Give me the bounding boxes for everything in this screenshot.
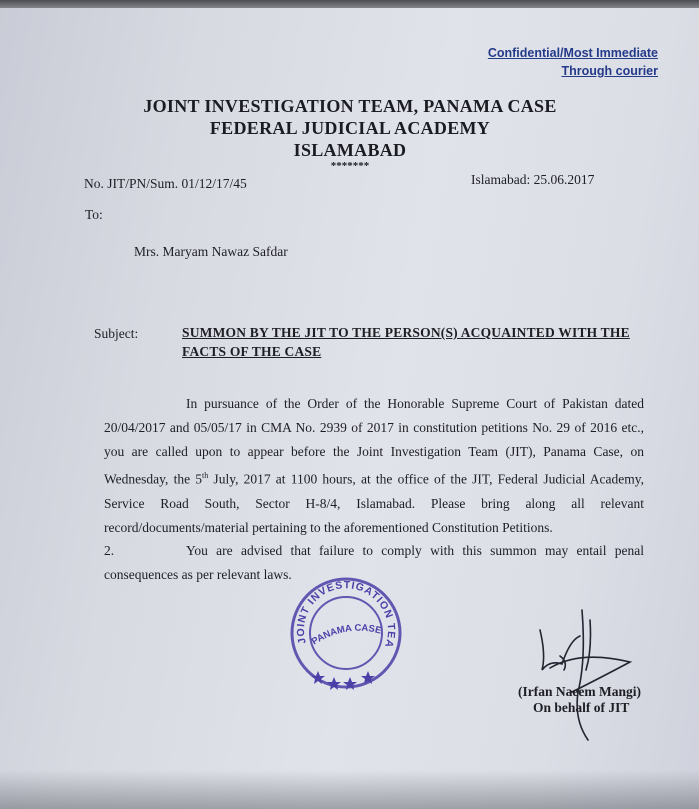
stamp-outer-text: JOINT INVESTIGATION TEA bbox=[294, 579, 398, 650]
paragraph-1-text: In pursuance of the Order of the Honorable Supreme Court of Pakistan dated 20/04/2017 and 05/05/17 in CMA No. 2939 of 2017 in constitution petitions No. 29 of 2016 etc., you are called upon to appear before the Joint Investigation Team (JIT), Panama Case, on Wednesday, the 5 bbox=[104, 396, 644, 487]
courier-line: Through courier bbox=[561, 64, 658, 78]
subject-text: SUMMON BY THE JIT TO THE PERSON(S) ACQUAINTED WITH THE FACTS OF THE CASE bbox=[182, 325, 630, 359]
reference-number: No. JIT/PN/Sum. 01/12/17/45 bbox=[84, 176, 247, 191]
confidential-line: Confidential/Most Immediate bbox=[487, 46, 658, 60]
confidential-note bbox=[470, 44, 658, 80]
recipient-name: Mrs. Maryam Nawaz Safdar bbox=[134, 244, 288, 259]
jit-stamp bbox=[286, 573, 406, 695]
place-date: Islamabad: 25.06.2017 bbox=[471, 172, 595, 187]
to-label: To: bbox=[85, 207, 103, 222]
header-separator: ******* bbox=[330, 160, 370, 172]
signatory-role: On behalf of JIT bbox=[533, 700, 630, 715]
org-title-line1: JOINT INVESTIGATION TEAM, PANAMA CASE bbox=[143, 96, 557, 116]
subject-label: Subject: bbox=[94, 326, 139, 341]
paragraph-2-number: 2. bbox=[104, 543, 115, 558]
stamp-inner-text: PANAMA CASE bbox=[309, 622, 383, 648]
paragraph-2-text: You are advised that failure to comply with this summon may entail penal consequences as per relevant laws. bbox=[104, 543, 644, 582]
paragraph-1-superscript: th bbox=[202, 471, 209, 480]
handwritten-signature bbox=[520, 600, 670, 750]
org-title-line3: ISLAMABAD bbox=[293, 140, 407, 160]
signatory-name: (Irfan Naeem Mangi) bbox=[518, 684, 641, 699]
paragraph-1 bbox=[104, 392, 644, 540]
paragraph-1-text-cont: July, 2017 at 1100 hours, at the office of the JIT, Federal Judicial Academy, Service Road South, Sector H-8/4, Islamabad. Please bring along all relevant record/documents/material pertaining to the aforementioned Constitution Petitions. bbox=[104, 471, 644, 535]
signature-graphic bbox=[520, 600, 670, 750]
stamp-graphic bbox=[286, 573, 406, 695]
org-title-line2: FEDERAL JUDICIAL ACADEMY bbox=[209, 118, 491, 138]
